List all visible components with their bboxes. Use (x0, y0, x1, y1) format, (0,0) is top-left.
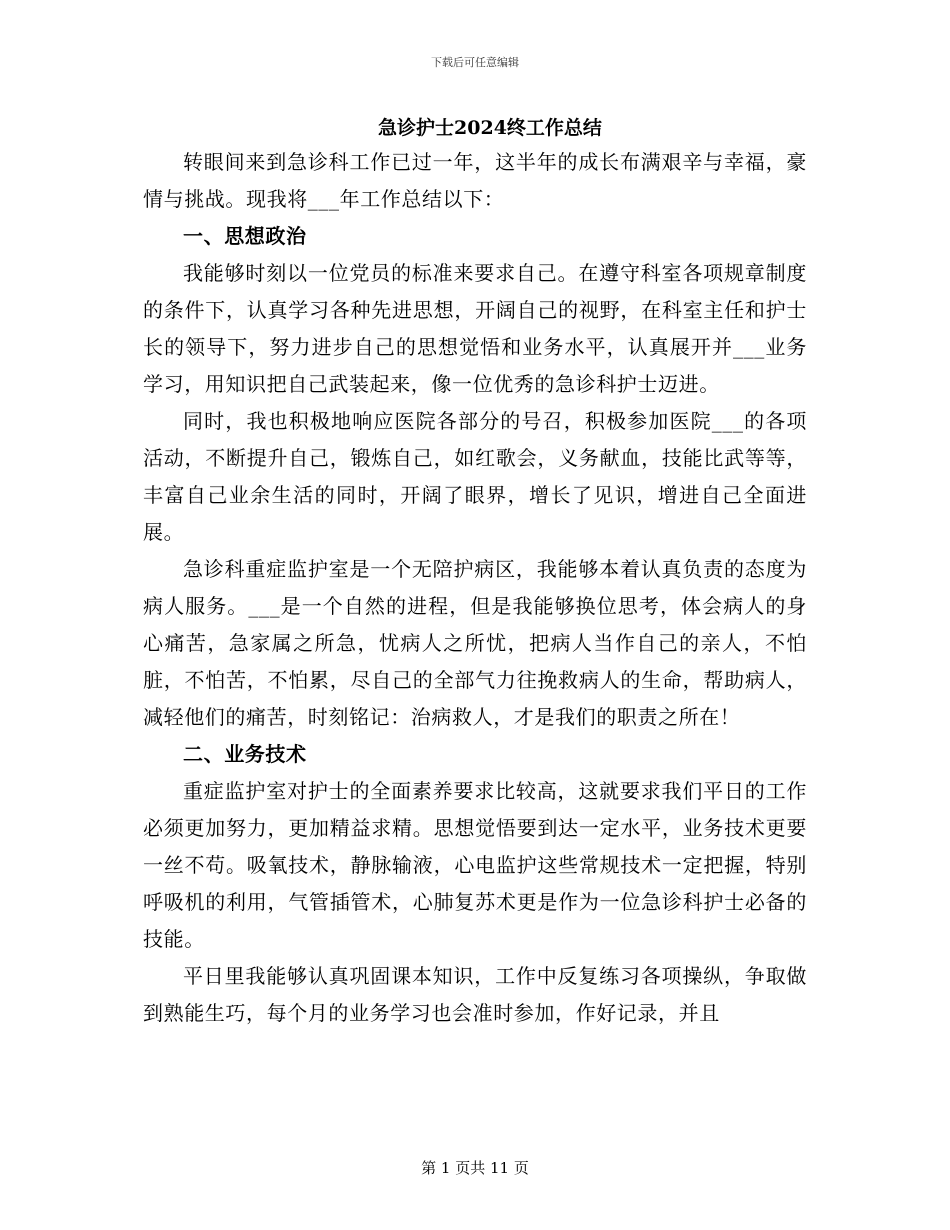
page-header-note: 下载后可任意编辑 (431, 56, 519, 69)
paragraph: 重症监护室对护士的全面素养要求比较高，这就要求我们平日的工作必须更加努力，更加精益求精。思想觉悟要到达一定水平，业务技术更要一丝不苟。吸氧技术，静脉输液，心电监护这些常规技术一定把握，特别呼吸机的利用，气管插管术，心肺复苏术更是作为一位急诊科护士必备的技能。 (143, 779, 807, 951)
paragraph: 我能够时刻以一位党员的标准来要求自己。在遵守科室各项规章制度的条件下，认真学习各种先进思想，开阔自己的视野，在科室主任和护士长的领导下，努力进步自己的思想觉悟和业务水平，认真展开并___业务学习，用知识把自己武装起来，像一位优秀的急诊科护士迈进。 (143, 261, 807, 396)
section-heading-skills: 二、业务技术 (183, 742, 307, 766)
paragraph: 急诊科重症监护室是一个无陪护病区，我能够本着认真负责的态度为病人服务。___是一个自然的进程，但是我能够换位思考，体会病人的身心痛苦，急家属之所急，忧病人之所忧，把病人当作自己的亲人，不怕脏，不怕苦，不怕累，尽自己的全部气力往挽救病人的生命，帮助病人，减轻他们的痛苦，时刻铭记：治病救人，才是我们的职责之所在！ (143, 557, 807, 729)
section-heading-politics: 一、思想政治 (183, 224, 307, 248)
paragraph: 同时，我也积极地响应医院各部分的号召，积极参加医院___的各项活动，不断提升自己，锻炼自己，如红歌会，义务献血，技能比武等等，丰富自己业余生活的同时，开阔了眼界，增长了见识，增进自己全面进展。 (143, 409, 807, 544)
document-title: 急诊护士2024终工作总结 (378, 117, 602, 139)
intro-paragraph: 转眼间来到急诊科工作已过一年，这半年的成长布满艰辛与幸福，豪情与挑战。现我将___年工作总结以下： (143, 150, 807, 211)
paragraph: 平日里我能够认真巩固课本知识，工作中反复练习各项操纵，争取做到熟能生巧，每个月的业务学习也会准时参加，作好记录，并且 (143, 964, 807, 1025)
document-body (143, 112, 807, 1032)
page-number: 第 1 页共 11 页 (421, 1159, 529, 1177)
